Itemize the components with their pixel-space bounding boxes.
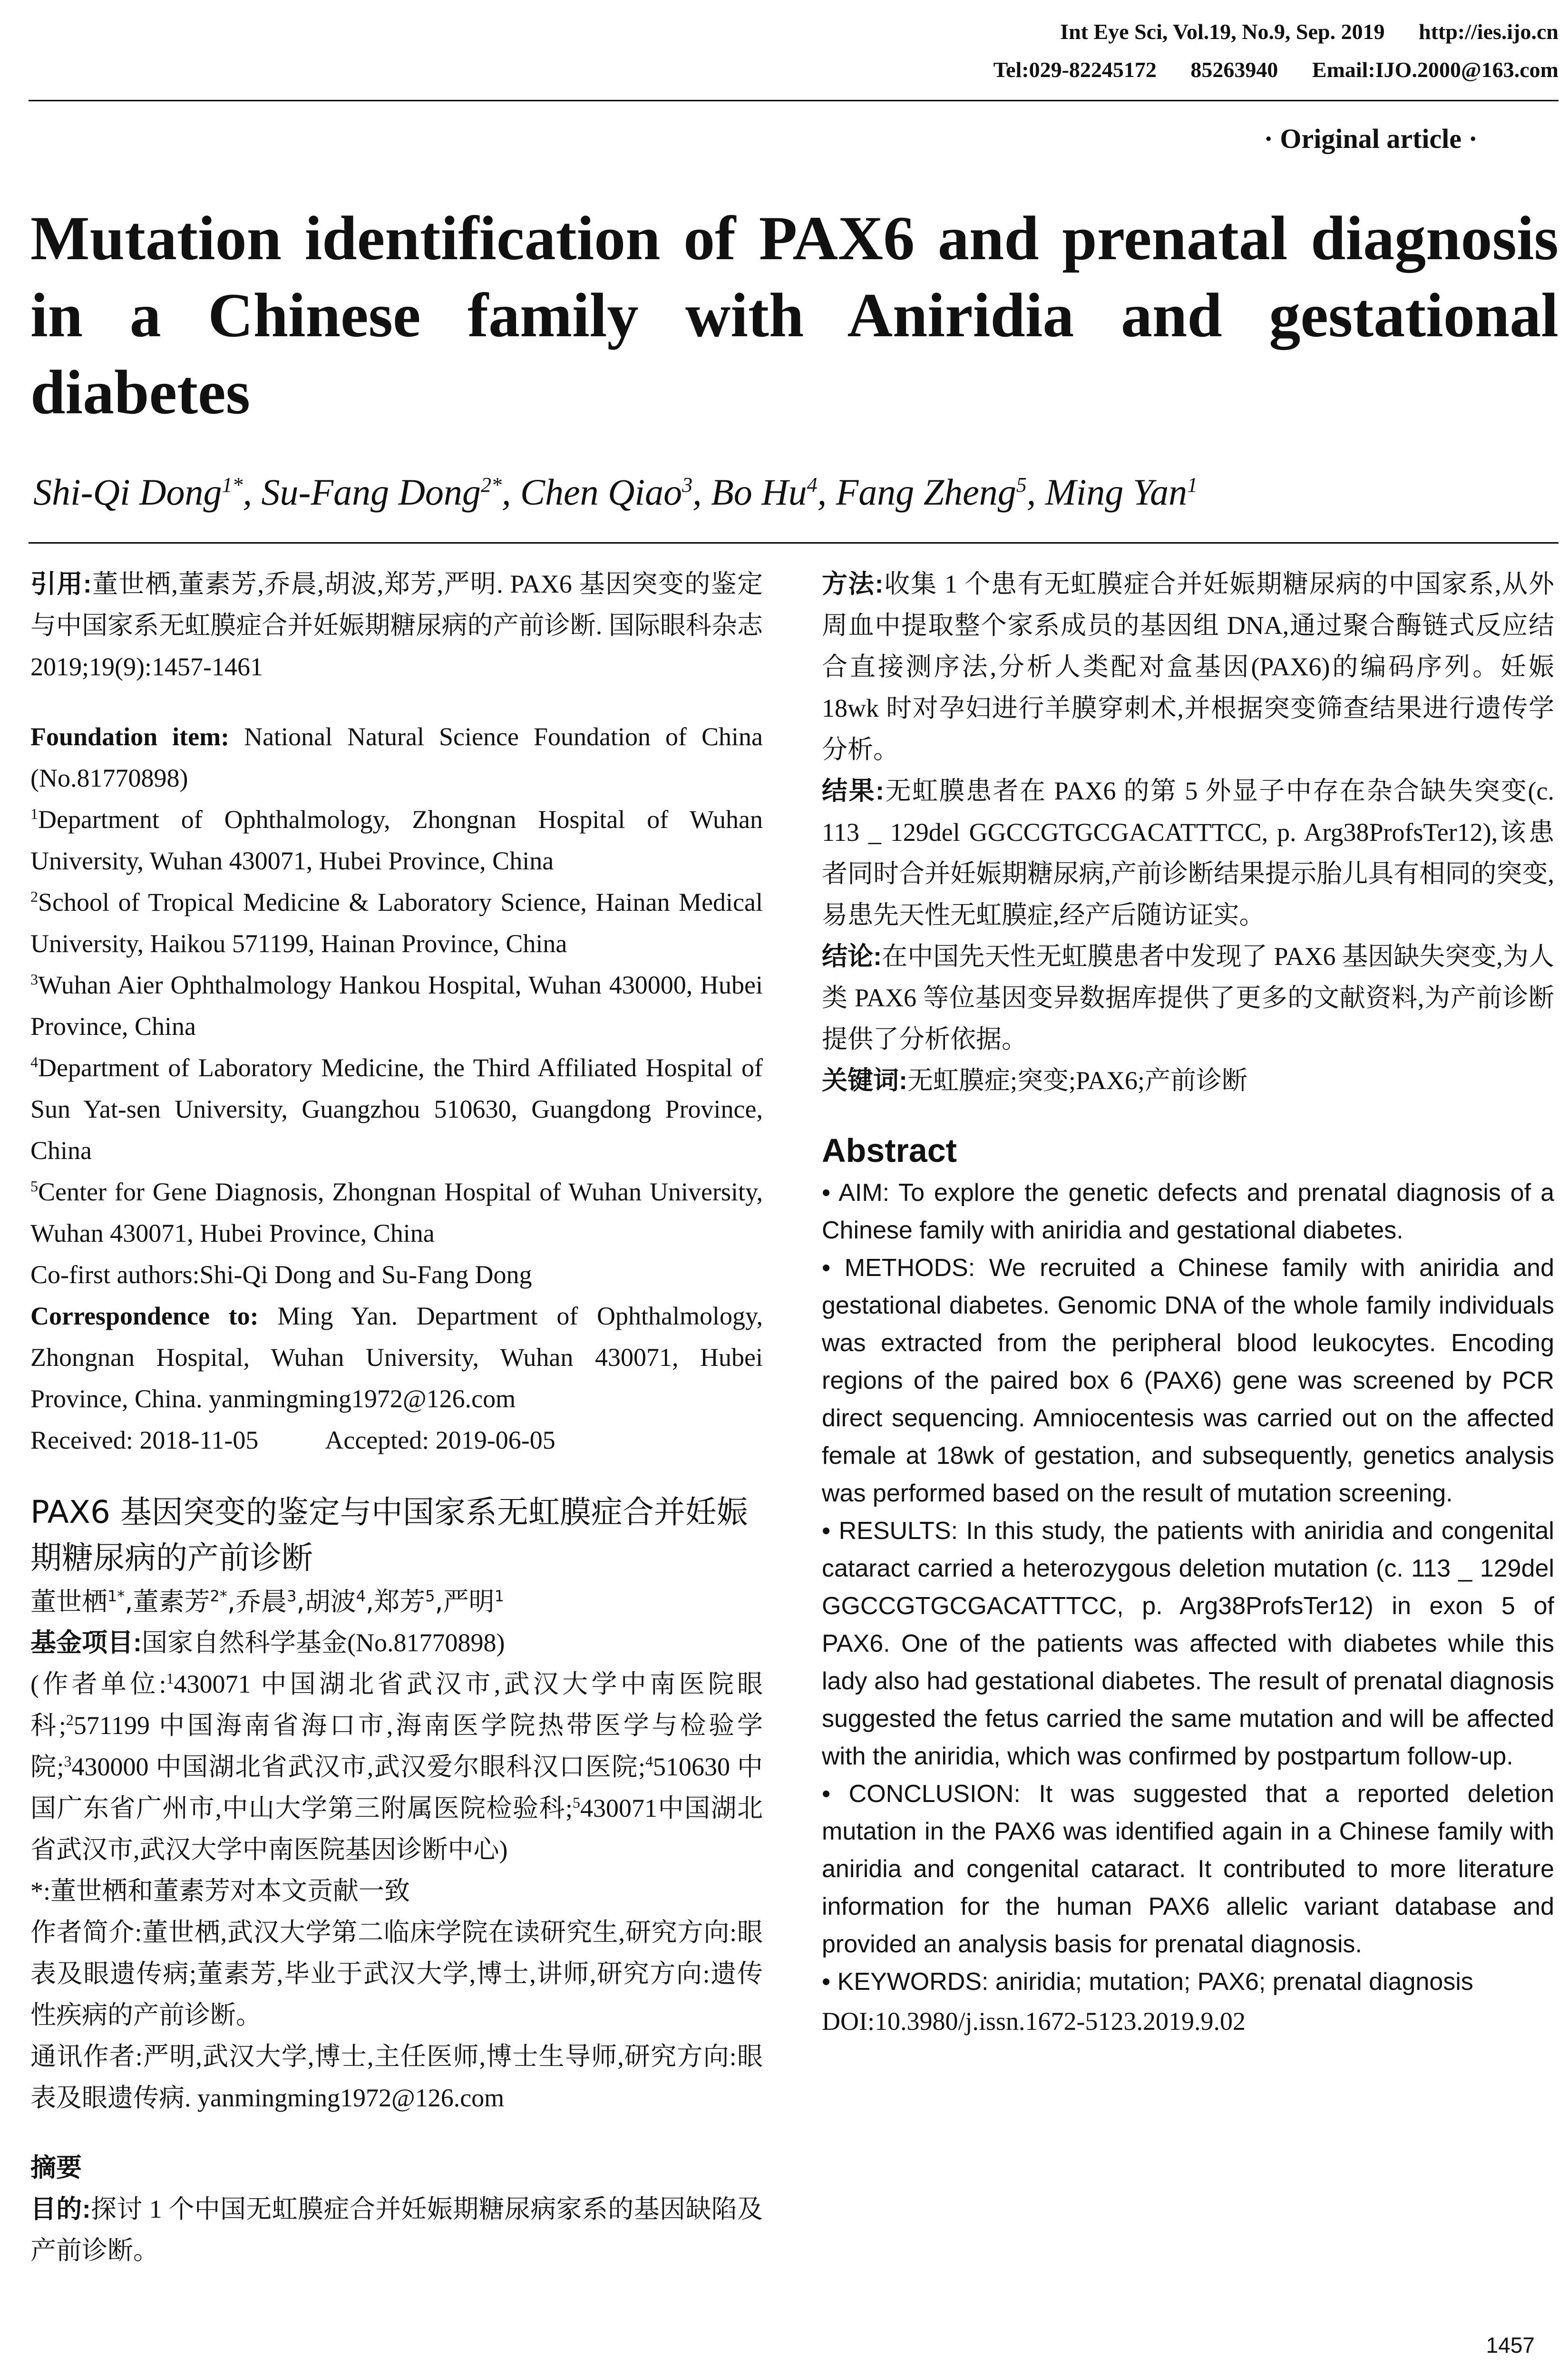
keywords-cn-text: 无虹膜症;突变;PAX6;产前诊断 [907,1066,1248,1095]
cn-author: 胡波 [304,1587,356,1617]
correspondence-text: Ming Yan. Department of Ophthalmology, Zhongnan Hospital, Wuhan University, Wuhan 430071, Hubei Province, China. yanmingming1972@126.com [30,1302,763,1413]
unit-sup: 2 [66,1711,74,1728]
methods-text: We recruited a Chinese family with aniridia and gestational diabetes. Genomic DNA of the whole family individuals was extracted from the peripheral blood leukocytes. Encoding regions of the paired box 6 (PAX6) gene was screened by PCR direct sequencing. Amniocentesis was carried out on the affected female at 18wk of gestation, and subsequently, genetics analysis was performed based on the result of mutation screening. [822,1254,1554,1507]
abstract-keywords [822,1963,1554,2001]
unit-text: 510630 中国广东省广州市,中山大学第三附属医院检验科; [30,1753,763,1822]
unit-sup: 5 [573,1794,580,1811]
author: Bo Hu [711,471,807,513]
author-sup: 5 [1016,473,1027,497]
affiliation-sup: 4 [30,1053,38,1071]
objective-cn [30,2189,763,2271]
methods-label: • METHODS: [822,1254,975,1282]
dates [30,1420,763,1461]
co-first-authors: Co-first authors:Shi-Qi Dong and Su-Fang Dong [30,1260,532,1289]
received-date: Received: 2018-11-05 [30,1426,259,1454]
objective-text: 探讨 1 个中国无虹膜症合并妊娠期糖尿病家系的基因缺陷及产前诊断。 [30,2195,763,2265]
doi[interactable]: DOI:10.3980/j.issn.1672-5123.2019.9.02 [822,2007,1246,2036]
results-cn-text: 无虹膜患者在 PAX6 的第 5 外显子中存在杂合缺失突变(c. 113 _ 129del GGCCGTGCGACATTTCC, p. Arg38ProfsTer12),该患者同时合并妊娠期糖尿病,产前诊断结果提示胎儿具有相同的突变,易患先天性无虹膜症,经产后随访证实。 [822,777,1554,929]
keywords-text: aniridia; mutation; PAX6; prenatal diagnosis [995,1968,1473,1996]
cn-author-sup: 5 [425,1587,435,1605]
left-column [30,564,763,2271]
authors-divider [29,542,1558,544]
author-list: Shi-Qi Dong$^{1*}$, Su-Fang Dong$^{2*}$, Chen Qiao$^3$, Bo Hu$^4$, Fang Zheng$^5$, Ming Yan$^1$ [33,471,1198,513]
unit-text: 571199 中国海南省海口市,海南医学院热带医学与检验学院; [30,1711,763,1781]
spacer [822,1101,1554,1130]
journal-tel2: 85263940 [1190,58,1278,82]
methods-cn [822,564,1554,770]
cn-author-sup: 1* [107,1587,125,1605]
aim-label: • AIM: [822,1179,890,1207]
foundation-item [30,716,763,799]
affiliation-text: Department of Ophthalmology, Zhongnan Hospital of Wuhan University, Wuhan 430071, Hubei Province, China [30,805,763,875]
citation-text: 董世栖,董素芳,乔晨,胡波,郑芳,严明. PAX6 基因突变的鉴定与中国家系无虹膜症合并妊娠期糖尿病的产前诊断. 国际眼科杂志 2019;19(9):1457-1461 [30,570,763,681]
keywords-cn-label: 关键词: [822,1066,907,1095]
conclusion-cn [822,936,1554,1060]
unit-sup: 4 [645,1753,653,1770]
journal-citation: Int Eye Sci, Vol.19, No.9, Sep. 2019 [1060,19,1385,44]
cn-author: 严明 [443,1587,495,1617]
affiliation-sup: 5 [30,1178,38,1195]
affiliation-sup: 2 [30,888,38,905]
page-number: 1457 [1486,2333,1535,2358]
cn-author: 董世栖 [30,1587,107,1617]
conclusion-text: It was suggested that a reported deletion mutation in the PAX6 was identified again in a Chinese family with aniridia and congenital cataract. It contributed to more literature information for the human PAX6 allelic variant database and provided an analysis basis for prenatal diagnosis. [822,1780,1554,1958]
units-open: (作者单位: [30,1670,166,1698]
affiliation-sup: 1 [30,805,38,822]
cn-author: 乔晨 [235,1587,287,1617]
corresponding-author-cn: 通讯作者:严明,武汉大学,博士,主任医师,博士生导师,研究方向:眼表及眼遗传病. yanmingming1972@126.com [30,2042,763,2112]
correspondence [30,1296,763,1420]
citation-label: 引用: [30,570,92,598]
methods-cn-text: 收集 1 个患有无虹膜症合并妊娠期糖尿病的中国家系,从外周血中提取整个家系成员的基因组 DNA,通过聚合酶链式反应结合直接测序法,分析人类配对盒基因(PAX6)的编码序列。妊娠 18wk 时对孕妇进行羊膜穿刺术,并根据突变筛查结果进行遗传学分析。 [822,570,1554,764]
cn-author-sup: 2* [210,1587,227,1605]
aim-text: To explore the genetic defects and prenatal diagnosis of a Chinese family with aniridia and gestational diabetes. [822,1179,1554,1244]
unit-text: 430071中国湖北省武汉市,武汉大学中南医院基因诊断中心) [30,1794,763,1864]
abstract-results [822,1512,1554,1775]
conclusion-label: • CONCLUSION: [822,1780,1021,1808]
affiliation [30,1171,763,1254]
author: Shi-Qi Dong [33,471,222,513]
citation [30,564,763,688]
cn-author: 郑芳 [374,1587,426,1617]
spacer [30,1461,763,1490]
author: Fang Zheng [836,471,1016,513]
author: Su-Fang Dong [261,471,481,513]
chinese-title: PAX6 基因突变的鉴定与中国家系无虹膜症合并妊娠期糖尿病的产前诊断 [30,1494,748,1576]
affiliation-text: Center for Gene Diagnosis, Zhongnan Hospital of Wuhan University, Wuhan 430071, Hubei Province, China [30,1178,763,1247]
author-units-cn [30,1664,763,1870]
fund-label: 基金项目: [30,1628,142,1657]
journal-url[interactable]: http://ies.ijo.cn [1419,19,1558,44]
conclusion-cn-label: 结论: [822,942,882,971]
cn-author-sup: 1 [494,1587,505,1605]
unit-text: 430071 中国湖北省武汉市,武汉大学中南医院眼科; [30,1670,763,1740]
author-sup: 3 [682,473,693,497]
equal-contribution: *:董世栖和董素芳对本文贡献一致 [30,1877,410,1905]
header-divider [29,100,1558,101]
abstract-aim [822,1174,1554,1249]
abstract-heading: Abstract [822,1132,957,1169]
affiliation [30,882,763,964]
affiliation [30,964,763,1047]
affiliation-text: Department of Laboratory Medicine, the Third Affiliated Hospital of Sun Yat-sen University, Guangzhou 510630, Guangdong Province, China [30,1053,763,1165]
affiliation [30,1047,763,1171]
abstract-methods [822,1249,1554,1512]
cn-author: 董素芳 [133,1587,210,1617]
affiliation-sup: 3 [30,971,38,988]
keywords-label: • KEYWORDS: [822,1968,989,1996]
affiliation-text: Wuhan Aier Ophthalmology Hankou Hospital, Wuhan 430000, Hubei Province, China [30,971,763,1041]
methods-cn-label: 方法: [822,570,884,598]
results-text: In this study, the patients with aniridia and congenital cataract carried a heterozygous deletion mutation (c. 113 _ 129del GGCCGTGCGACATTTCC, p. Arg38ProfsTer12) in exon 5 of PAX6. One of the patients was affected with diabetes while this lady also had gestational diabetes. The result of prenatal diagnosis suggested the fetus carried the same mutation and will be affected with the aniridia, which was confirmed by postpartum follow-up. [822,1517,1554,1770]
keywords-cn [822,1060,1554,1101]
right-column [822,564,1554,2042]
author-bio: 作者简介:董世栖,武汉大学第二临床学院在读研究生,研究方向:眼表及眼遗传病;董素芳,毕业于武汉大学,博士,讲师,研究方向:遗传性疾病的产前诊断。 [30,1918,763,2029]
unit-sup: 3 [64,1753,72,1770]
author: Ming Yan [1045,471,1188,513]
spacer [30,688,763,716]
conclusion-cn-text: 在中国先天性无虹膜患者中发现了 PAX6 基因缺失突变,为人类 PAX6 等位基因变异数据库提供了更多的文献资料,为产前诊断提供了分析依据。 [822,942,1554,1053]
fund-text: 国家自然科学基金(No.81770898) [141,1628,505,1657]
affiliation-text: School of Tropical Medicine & Laboratory Science, Hainan Medical University, Haikou 571199, Hainan Province, China [30,888,763,958]
cn-author-sup: 4 [356,1587,366,1605]
article-type: · Original article · [1264,123,1478,154]
unit-sup: 1 [166,1670,174,1687]
results-label: • RESULTS: [822,1517,958,1545]
objective-label: 目的: [30,2195,91,2223]
fund-cn [30,1622,763,1664]
journal-contact-line [965,57,1558,82]
cn-author-sup: 3 [287,1587,297,1605]
results-cn-label: 结果: [822,777,884,805]
author-sup: 4 [807,473,818,497]
foundation-text: National Natural Science Foundation of China (No.81770898) [30,722,763,792]
author-sup: 1 [1187,473,1198,497]
chinese-author-list: 董世栖$^{1*}$,董素芳$^{2*}$,乔晨$^3$,胡波$^4$,郑芳$^5$,严明$^1$ [30,1587,505,1617]
author: Chen Qiao [520,471,682,513]
journal-info-line [1032,19,1558,44]
correspondence-label: Correspondence to: [30,1302,259,1330]
author-sup: 2* [480,473,502,497]
journal-tel: Tel:029-82245172 [993,58,1157,82]
abstract-conclusion [822,1775,1554,1963]
abstract-cn-heading: 摘要 [30,2153,82,2182]
author-sup: 1* [222,473,243,497]
spacer [30,2119,763,2147]
results-cn [822,770,1554,936]
affiliation [30,799,763,882]
foundation-label: Foundation item: [30,722,230,751]
accepted-date: Accepted: 2019-06-05 [325,1426,555,1454]
journal-email[interactable]: Email:IJO.2000@163.com [1312,58,1558,82]
paper-title: Mutation identification of PAX6 and prenatal diagnosis in a Chinese family with Aniridia and gestational diabetes [30,203,1558,427]
unit-text: 430000 中国湖北省武汉市,武汉爱尔眼科汉口医院; [71,1753,645,1781]
